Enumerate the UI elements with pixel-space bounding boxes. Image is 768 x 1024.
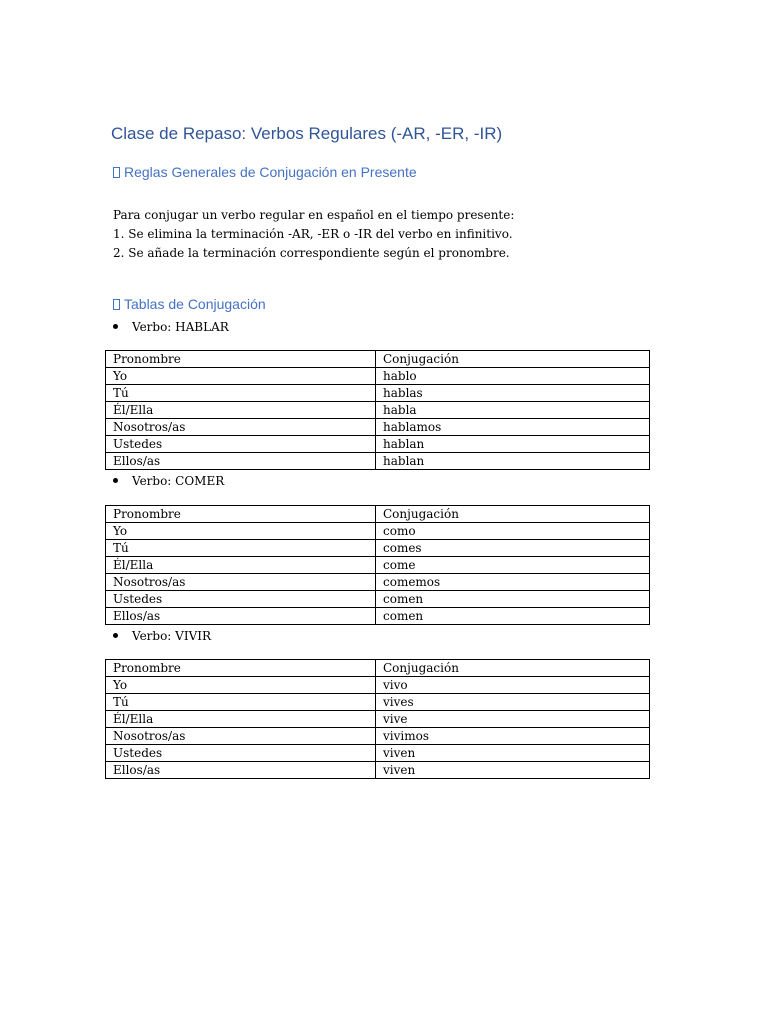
tables-heading-text: Tablas de Conjugación: [124, 296, 266, 312]
header-cell-pronoun: Pronombre: [106, 506, 376, 523]
table-row: [106, 453, 650, 470]
pronoun-cell: Ellos/as: [106, 453, 376, 470]
verb-bullet-comer: [113, 474, 224, 488]
table-row: [106, 762, 650, 779]
table-row: [106, 608, 650, 625]
pronoun-cell: Ellos/as: [106, 762, 376, 779]
pronoun-cell: Ellos/as: [106, 608, 376, 625]
rules-heading: [113, 164, 417, 180]
conjugation-cell: comes: [376, 540, 650, 557]
conjugation-cell: viven: [376, 762, 650, 779]
conjugation-cell: comemos: [376, 574, 650, 591]
document-title: Clase de Repaso: Verbos Regulares (-AR, -ER, -IR): [111, 124, 503, 143]
pronoun-cell: Él/Ella: [106, 557, 376, 574]
bullet-icon: [113, 633, 118, 638]
table-row: [106, 523, 650, 540]
pronoun-cell: Yo: [106, 523, 376, 540]
pronoun-cell: Yo: [106, 368, 376, 385]
table-row: [106, 436, 650, 453]
pronoun-cell: Nosotros/as: [106, 419, 376, 436]
header-cell-conjugation: Conjugación: [376, 660, 650, 677]
table-header-row: [106, 660, 650, 677]
tables-heading: [113, 296, 266, 312]
table-row: [106, 745, 650, 762]
table-row: [106, 574, 650, 591]
rules-heading-text: Reglas Generales de Conjugación en Presente: [124, 164, 417, 180]
table-row: [106, 591, 650, 608]
header-cell-conjugation: Conjugación: [376, 351, 650, 368]
table-row: [106, 694, 650, 711]
conjugation-cell: habla: [376, 402, 650, 419]
conjugation-cell: hablan: [376, 436, 650, 453]
conjugation-cell: hablo: [376, 368, 650, 385]
conjugation-cell: hablas: [376, 385, 650, 402]
conjugation-cell: come: [376, 557, 650, 574]
pronoun-cell: Nosotros/as: [106, 728, 376, 745]
verb-label: Verbo: VIVIR: [132, 629, 212, 643]
missing-glyph-icon: [113, 167, 120, 178]
conjugation-cell: vive: [376, 711, 650, 728]
table-row: [106, 711, 650, 728]
header-cell-pronoun: Pronombre: [106, 351, 376, 368]
pronoun-cell: Ustedes: [106, 745, 376, 762]
missing-glyph-icon: [113, 299, 120, 310]
pronoun-cell: Nosotros/as: [106, 574, 376, 591]
conjugation-cell: comen: [376, 591, 650, 608]
rules-intro: Para conjugar un verbo regular en español en el tiempo presente:: [113, 208, 515, 222]
table-header-row: [106, 351, 650, 368]
pronoun-cell: Ustedes: [106, 591, 376, 608]
conjugation-cell: comen: [376, 608, 650, 625]
conjugation-table-comer: [105, 505, 650, 625]
table-row: [106, 419, 650, 436]
rules-step-1: 1. Se elimina la terminación -AR, -ER o -IR del verbo en infinitivo.: [113, 227, 513, 241]
bullet-icon: [113, 478, 118, 483]
pronoun-cell: Él/Ella: [106, 711, 376, 728]
table-header-row: [106, 506, 650, 523]
verb-bullet-hablar: [113, 320, 229, 334]
conjugation-cell: vivo: [376, 677, 650, 694]
header-cell-conjugation: Conjugación: [376, 506, 650, 523]
conjugation-cell: hablan: [376, 453, 650, 470]
pronoun-cell: Ustedes: [106, 436, 376, 453]
verb-label: Verbo: COMER: [132, 474, 225, 488]
pronoun-cell: Tú: [106, 385, 376, 402]
conjugation-table-hablar: [105, 350, 650, 470]
pronoun-cell: Tú: [106, 694, 376, 711]
conjugation-cell: como: [376, 523, 650, 540]
table-row: [106, 677, 650, 694]
verb-label: Verbo: HABLAR: [132, 320, 229, 334]
conjugation-cell: vives: [376, 694, 650, 711]
pronoun-cell: Yo: [106, 677, 376, 694]
table-row: [106, 402, 650, 419]
conjugation-cell: hablamos: [376, 419, 650, 436]
table-row: [106, 368, 650, 385]
pronoun-cell: Él/Ella: [106, 402, 376, 419]
table-row: [106, 540, 650, 557]
conjugation-table-vivir: [105, 659, 650, 779]
conjugation-cell: viven: [376, 745, 650, 762]
pronoun-cell: Tú: [106, 540, 376, 557]
table-row: [106, 557, 650, 574]
rules-step-2: 2. Se añade la terminación correspondiente según el pronombre.: [113, 246, 510, 260]
verb-bullet-vivir: [113, 629, 211, 643]
conjugation-cell: vivimos: [376, 728, 650, 745]
table-row: [106, 385, 650, 402]
header-cell-pronoun: Pronombre: [106, 660, 376, 677]
table-row: [106, 728, 650, 745]
rules-paragraph: [113, 206, 514, 263]
bullet-icon: [113, 324, 118, 329]
